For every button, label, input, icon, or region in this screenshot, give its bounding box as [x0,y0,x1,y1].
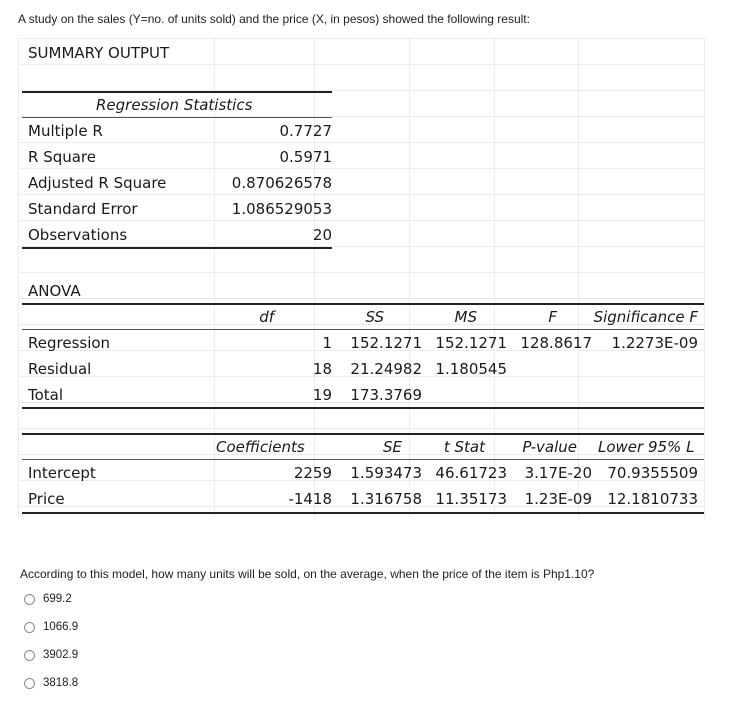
coef-tstat: 11.35173 [435,490,507,508]
answer-option-label: 3902.9 [43,649,79,661]
table-rule [22,303,704,305]
anova-header-ms: MS [454,308,477,326]
stat-value: 0.5971 [279,148,332,166]
grid-line [18,298,704,299]
coef-pvalue: 3.17E-20 [524,464,592,482]
stat-value: 20 [312,226,332,244]
regression-statistics-heading: Regression Statistics [96,96,253,114]
coef-header-tstat: t Stat [443,438,485,456]
anova-header-significance: Significance F [593,308,698,326]
anova-ss: 173.3769 [350,386,422,404]
stat-value: 0.870626578 [231,174,332,192]
table-rule [22,117,332,118]
coef-se: 1.316758 [350,490,422,508]
answer-option[interactable] [24,677,78,689]
anova-f: 128.8617 [520,334,592,352]
coef-value: 2259 [293,464,332,482]
grid-line [18,272,704,273]
grid-line [314,38,315,518]
table-rule [22,91,332,93]
stat-label: Standard Error [28,200,138,218]
anova-ss: 21.24982 [350,360,422,378]
answer-option-label: 699.2 [43,593,72,605]
stat-label: R Square [28,148,96,166]
coef-header-lower95: Lower 95% L [598,438,695,456]
grid-line [578,38,579,518]
radio-button[interactable] [24,594,35,605]
coef-header-se: SE [383,438,402,456]
answer-option[interactable] [24,621,78,633]
table-rule [22,407,704,409]
coef-value: -1418 [288,490,332,508]
stat-value: 1.086529053 [231,200,332,218]
stat-label: Multiple R [28,122,103,140]
stat-label: Adjusted R Square [28,174,167,192]
anova-header-f: F [548,308,557,326]
grid-line [18,220,704,221]
grid-line [18,38,704,39]
grid-line [18,428,704,429]
coef-lower95: 12.1810733 [607,490,698,508]
anova-row-label: Regression [28,334,111,352]
coef-row-label: Price [28,490,65,508]
grid-line [409,38,410,518]
grid-line [18,194,704,195]
coef-pvalue: 1.23E-09 [524,490,592,508]
table-rule [22,247,332,249]
spreadsheet [18,38,704,518]
anova-df: 19 [312,386,332,404]
table-rule [22,512,704,514]
answer-option[interactable] [24,649,78,661]
anova-header-df: df [259,308,274,326]
answer-option[interactable] [24,593,72,605]
anova-df: 1 [322,334,332,352]
anova-row-label: Residual [28,360,92,378]
answer-option-label: 3818.8 [43,677,79,689]
anova-row-label: Total [28,386,64,404]
anova-title: ANOVA [28,282,81,300]
grid-line [704,38,705,518]
stat-value: 0.7727 [279,122,332,140]
radio-button[interactable] [24,678,35,689]
table-rule [22,433,704,435]
anova-ms: 152.1271 [435,334,507,352]
question-text: According to this model, how many units will be sold, on the average, when the price of the item is Php1.10? [20,567,595,581]
coef-row-label: Intercept [28,464,96,482]
anova-df: 18 [312,360,332,378]
anova-ms: 1.180545 [435,360,507,378]
coef-tstat: 46.61723 [435,464,507,482]
summary-title: SUMMARY OUTPUT [28,44,170,62]
coef-header-pvalue: P-value [522,438,577,456]
grid-line [18,38,19,518]
table-rule [22,459,704,460]
stat-label: Observations [28,226,128,244]
radio-button[interactable] [24,622,35,633]
coef-lower95: 70.9355509 [607,464,698,482]
anova-header-ss: SS [365,308,384,326]
radio-button[interactable] [24,650,35,661]
anova-significance: 1.2273E-09 [611,334,698,352]
grid-line [18,64,704,65]
table-rule [22,329,704,330]
anova-ss: 152.1271 [350,334,422,352]
coef-header-coefficients: Coefficients [216,438,305,456]
grid-line [18,142,704,143]
grid-line [18,168,704,169]
coef-se: 1.593473 [350,464,422,482]
grid-line [494,38,495,518]
answer-option-label: 1066.9 [43,621,79,633]
intro-text: A study on the sales (Y=no. of units sold) and the price (X, in pesos) showed the following result: [18,12,530,26]
